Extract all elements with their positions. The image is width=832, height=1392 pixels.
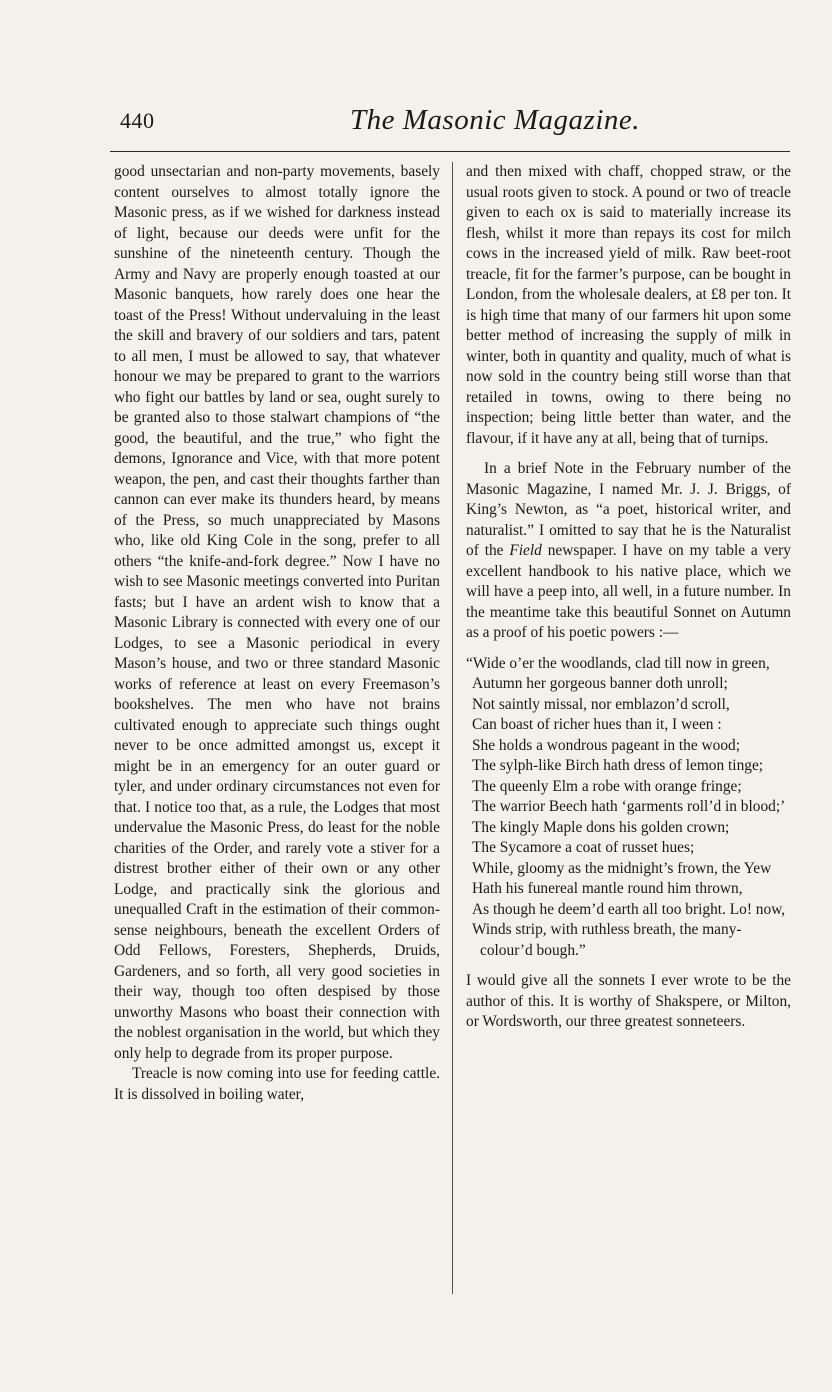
left-paragraph-treacle: Treacle is now coming into use for feeding cattle. It is dissolved in boiling water,: [114, 1065, 440, 1103]
poem-line: Winds strip, with ruthless breath, the many-colour’d bough.”: [472, 921, 742, 959]
poem-line: Not saintly missal, nor emblazon’d scroll,: [472, 695, 730, 713]
poem-line: The warrior Beech hath ‘garments roll’d in blood;’: [472, 798, 786, 815]
field-newspaper-title: Field: [509, 542, 542, 559]
poem-line: The Sycamore a coat of russet hues;: [472, 839, 695, 856]
poem-line: Autumn her gorgeous banner doth unroll;: [472, 675, 728, 692]
poem-line: Hath his funereal mantle round him thrown,: [472, 880, 743, 897]
poem-line: The queenly Elm a robe with orange fringe;: [472, 777, 742, 795]
poem-line: Can boast of richer hues than it, I ween :: [472, 716, 722, 733]
right-paragraph-briggs-note: [466, 459, 791, 644]
poem-line: While, gloomy as the midnight’s frown, the Yew: [472, 859, 772, 877]
right-paragraph-closing: I would give all the sonnets I ever wrote to be the author of this. It is worthy of Shakspere, or Milton, or Wordsworth, our three greatest sonneteers.: [466, 972, 791, 1030]
right-paragraph-treacle-continued: and then mixed with chaff, chopped straw, or the usual roots given to stock. A pound or two of treacle given to each ox is said to materially increase its flesh, whilst it more than repays its cost for milch cows in the increased yield of milk. Raw beet-root treacle, fit for the farmer’s purpose, can be bought in London, from the wholesale dealers, at £8 per ton. It is high time that many of our farmers hit upon some better method of increasing the supply of milk in winter, both in quantity and quality, much of what is now sold in the country being still worse than that retailed in towns, owing to there being no inspection; being little better than water, and the flavour, if it have any at all, being that of turnips.: [466, 163, 791, 447]
page-number: 440: [120, 108, 155, 133]
autumn-sonnet: [466, 654, 791, 962]
poem-line: As though he deem’d earth all too bright. Lo! now,: [472, 900, 786, 918]
left-paragraph-masonic-press: good unsectarian and non-party movements, basely content ourselves to almost totally ignore the Masonic press, as if we wished for darkness instead of light, because our deeds were unfit for the sunshine of the nineteenth century. Though the Army and Navy are properly enough toasted at our Masonic banquets, how rarely does one hear the toast of the Press! Without undervaluing in the least the skill and bravery of our soldiers and tars, patent to all men, I must be allowed to say, that whatever honour we may be prepared to grant to the warriors who fight our battles by land or sea, ought surely to be granted also to those stalwart champions of “the good, the beautiful, and the true,” who fight the demons, Ignorance and Vice, with that more potent weapon, the pen, and cast their thoughts farther than cannon can ever make its thunders heard, by means of the Press, so much unappreciated by Masons who, like old King Cole in the song, prefer to all others “the knife-and-fork degree.” Now I have no wish to see Masonic meetings converted into Puritan fasts; but I have an ardent wish to know that a Masonic Library is connected with every one of our Lodges, to see a Masonic periodical in every Mason’s house, and two or three standard Masonic works of reference at least on every Freemason’s bookshelves. The men who have not brains cultivated enough to appreciate such things ought never to be once admitted amongst us, except it might be in an emergency for an outer guard or tyler, and under ordinary circumstances not even for that. I notice too that, as a rule, the Lodges that most undervalue the Masonic Press, do least for the noble charities of the Order, and rarely vote a stiver for a distrest brother either of their own or any other Lodge, and practically sink the glorious and unequalled Craft in the estimation of their common-sense neighbours, beneath the excellent Orders of Odd Fellows, Foresters, Shepherds, Druids, Gardeners, and so forth, all very good societies in their way, though too often despised by those unworthy Masons who boast their connection with the noblest organisation in the world, but which they only help to degrade from its proper purpose.: [114, 163, 440, 1062]
page-header: [110, 104, 792, 144]
poem-line: “Wide o’er the woodlands, clad till now in green,: [466, 654, 770, 672]
left-column: [114, 162, 440, 1105]
briggs-note-text-before: In a brief Note in the February number of the Masonic Magazine, I named Mr. J. J. Briggs, of King’s Newton, as “a poet, historical writer, and naturalist.” I omitted to say that he is the Naturalist of the: [466, 460, 791, 559]
column-divider: [452, 162, 453, 1294]
briggs-note-text-after: newspaper. I have on my table a very excellent handbook to his native place, which we will have a peep into, all well, in a future number. In the meantime take this beautiful Sonnet on Autumn as a proof of his poetic powers :—: [466, 542, 791, 641]
poem-line: She holds a wondrous pageant in the wood;: [472, 736, 741, 754]
poem-line: The kingly Maple dons his golden crown;: [472, 818, 730, 836]
running-title: The Masonic Magazine.: [350, 104, 640, 136]
right-column: [466, 162, 791, 1033]
header-rule: [110, 151, 790, 152]
poem-line: The sylph-like Birch hath dress of lemon tinge;: [472, 757, 764, 774]
